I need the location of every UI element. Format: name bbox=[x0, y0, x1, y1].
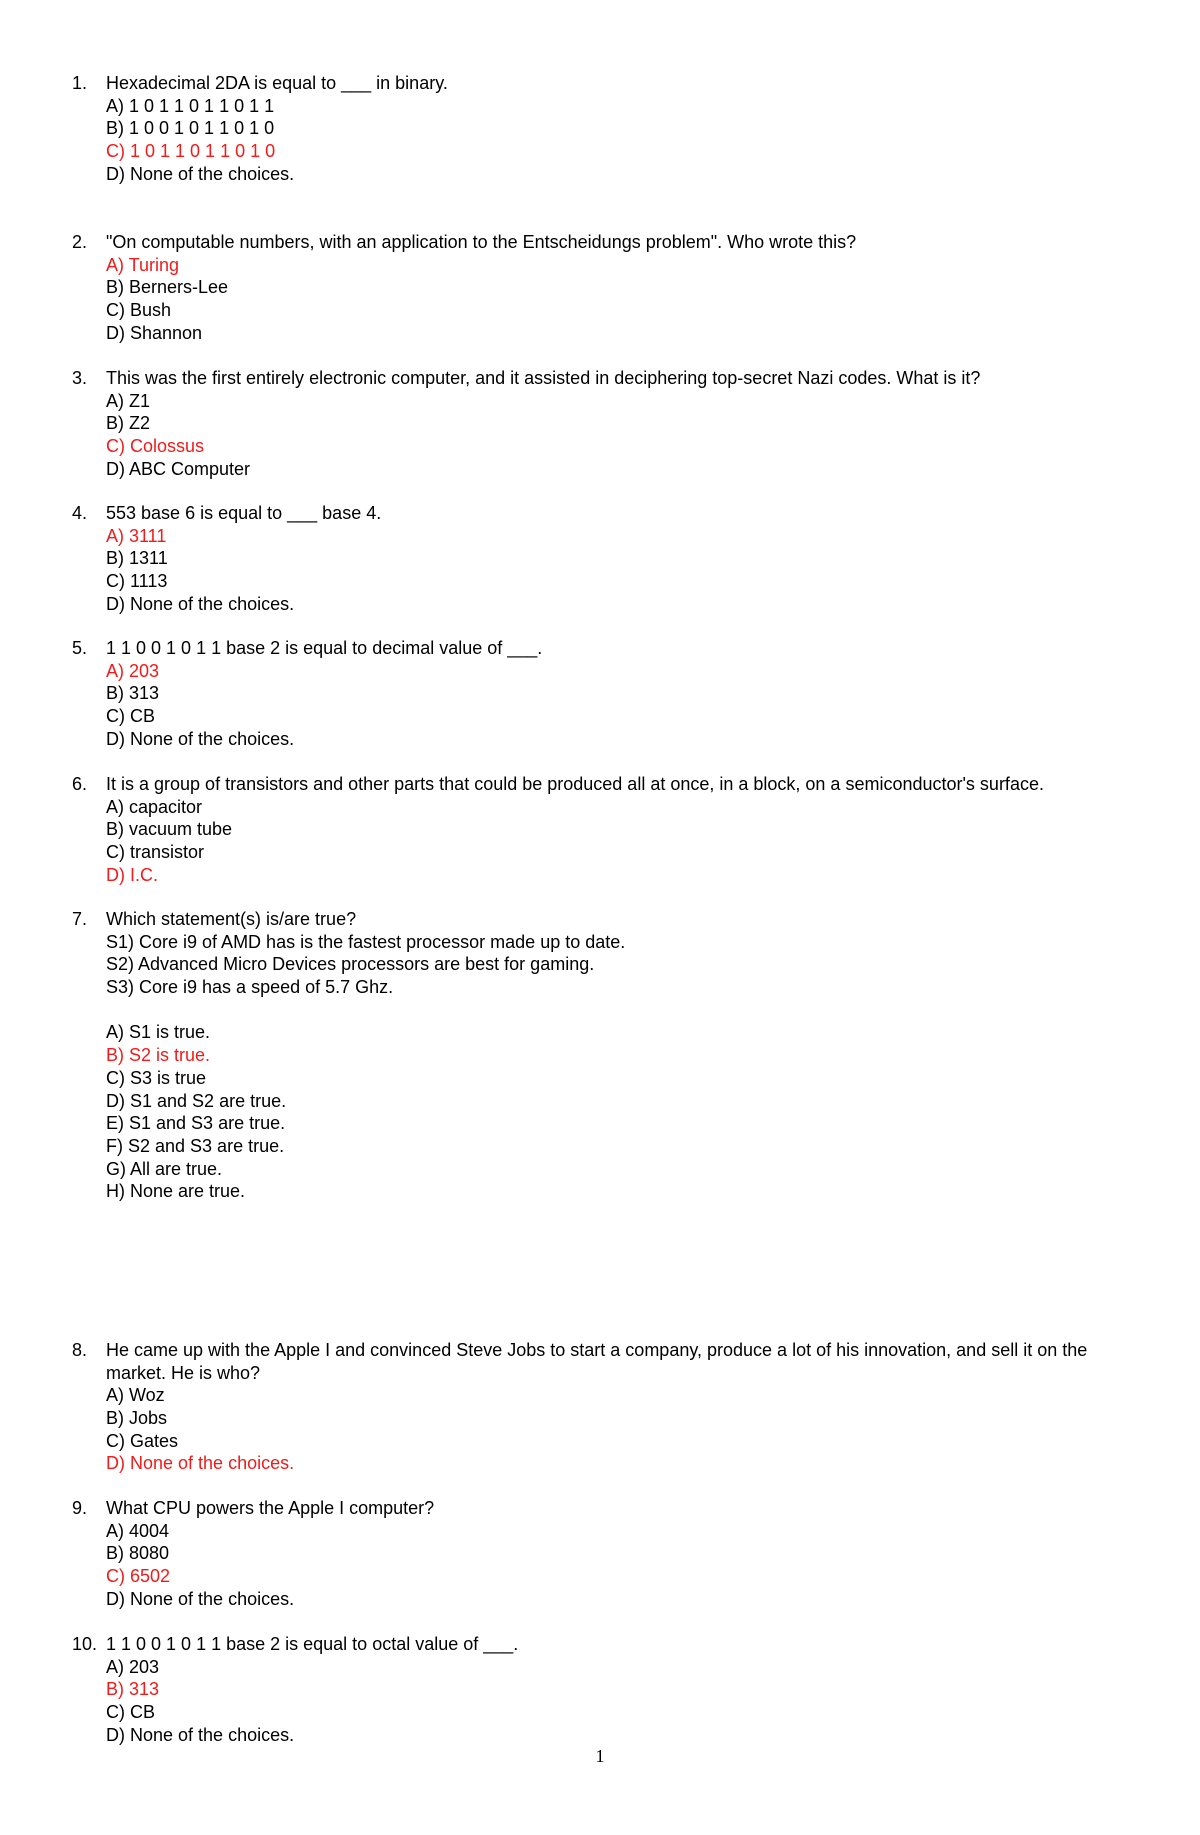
option-d: D) None of the choices. bbox=[106, 593, 295, 614]
question-number: 8. bbox=[72, 1340, 88, 1360]
option-c: C) transistor bbox=[106, 842, 205, 863]
question-stem bbox=[72, 72, 1132, 95]
question-text: He came up with the Apple I and convinced Steve Jobs to start a company, produce a lot of his innovation, and sell it on the market. He is who? bbox=[106, 1340, 1088, 1383]
question-5 bbox=[72, 637, 1132, 750]
option-b: B) Z2 bbox=[106, 413, 151, 434]
option-b: B) 8080 bbox=[106, 1543, 170, 1564]
option-b: B) 313 bbox=[106, 683, 160, 704]
question-6 bbox=[72, 773, 1132, 886]
option-g: G) All are true. bbox=[106, 1158, 223, 1179]
option-a: A) 203 bbox=[106, 1656, 160, 1677]
question-number: 6. bbox=[72, 774, 88, 794]
option-h: H) None are true. bbox=[106, 1181, 246, 1202]
option-d-correct-answer: D) None of the choices. bbox=[106, 1453, 295, 1474]
option-b: B) Berners-Lee bbox=[106, 277, 229, 298]
question-text: What CPU powers the Apple I computer? bbox=[106, 1498, 435, 1518]
option-a-correct-answer: A) 203 bbox=[106, 660, 160, 681]
question-3 bbox=[72, 367, 1132, 480]
option-a-correct-answer: A) 3111 bbox=[106, 525, 167, 546]
option-c: C) Gates bbox=[106, 1430, 179, 1451]
page-number: 1 bbox=[595, 1746, 605, 1766]
option-c: C) S3 is true bbox=[106, 1067, 207, 1088]
question-text: 553 base 6 is equal to ___ base 4. bbox=[106, 503, 382, 523]
spacer bbox=[72, 999, 1132, 1022]
question-text: It is a group of transistors and other parts that could be produced all at once, in a block, on a semiconductor's surface. bbox=[106, 774, 1044, 794]
question-stem bbox=[72, 773, 1132, 796]
question-7 bbox=[72, 908, 1132, 1203]
statement-s2: S2) Advanced Micro Devices processors are best for gaming. bbox=[106, 954, 595, 975]
option-b: B) vacuum tube bbox=[106, 819, 233, 840]
question-stem bbox=[72, 1633, 1132, 1656]
question-text: Which statement(s) is/are true? bbox=[106, 909, 357, 929]
statement-s3: S3) Core i9 has a speed of 5.7 Ghz. bbox=[106, 977, 394, 998]
question-text: 1 1 0 0 1 0 1 1 base 2 is equal to decimal value of ___. bbox=[106, 638, 543, 658]
option-f: F) S2 and S3 are true. bbox=[106, 1135, 285, 1156]
question-number: 1. bbox=[72, 73, 88, 93]
question-number: 7. bbox=[72, 909, 88, 929]
statement-s1: S1) Core i9 of AMD has is the fastest processor made up to date. bbox=[106, 931, 626, 952]
question-stem bbox=[72, 637, 1132, 660]
option-a: A) S1 is true. bbox=[106, 1022, 211, 1043]
option-c: C) CB bbox=[106, 706, 155, 727]
option-a: A) capacitor bbox=[106, 796, 203, 817]
option-e: E) S1 and S3 are true. bbox=[106, 1113, 286, 1134]
option-d: D) Shannon bbox=[106, 322, 203, 343]
option-c-correct-answer: C) Colossus bbox=[106, 436, 205, 457]
option-d: D) None of the choices. bbox=[106, 728, 295, 749]
question-stem bbox=[72, 1339, 1132, 1384]
question-4 bbox=[72, 502, 1132, 615]
question-text: Hexadecimal 2DA is equal to ___ in binary. bbox=[106, 73, 448, 93]
question-10 bbox=[72, 1633, 1132, 1746]
option-d: D) S1 and S2 are true. bbox=[106, 1090, 287, 1111]
option-a: A) 4004 bbox=[106, 1520, 170, 1541]
option-c: C) CB bbox=[106, 1702, 155, 1723]
question-stem bbox=[72, 502, 1132, 525]
option-a-correct-answer: A) Turing bbox=[106, 254, 180, 275]
question-stem bbox=[72, 231, 1132, 254]
option-d: D) None of the choices. bbox=[106, 1588, 295, 1609]
question-number: 4. bbox=[72, 503, 88, 523]
option-d: D) None of the choices. bbox=[106, 1724, 295, 1745]
option-d: D) None of the choices. bbox=[106, 163, 295, 184]
option-b-correct-answer: B) 313 bbox=[106, 1679, 160, 1700]
question-stem bbox=[72, 367, 1132, 390]
question-stem bbox=[72, 908, 1132, 931]
option-b-correct-answer: B) S2 is true. bbox=[106, 1045, 211, 1066]
option-c-correct-answer: C) 6502 bbox=[106, 1566, 171, 1587]
option-d: D) ABC Computer bbox=[106, 458, 251, 479]
question-text: "On computable numbers, with an application to the Entscheidungs problem". Who wrote this? bbox=[106, 232, 857, 252]
option-a: A) 1 0 1 1 0 1 1 0 1 1 bbox=[106, 95, 275, 116]
question-9 bbox=[72, 1497, 1132, 1610]
option-a: A) Woz bbox=[106, 1385, 165, 1406]
question-number: 5. bbox=[72, 638, 88, 658]
question-number: 10. bbox=[72, 1634, 98, 1654]
option-b: B) 1 0 0 1 0 1 1 0 1 0 bbox=[106, 118, 275, 139]
option-b: B) 1311 bbox=[106, 548, 168, 569]
question-text: 1 1 0 0 1 0 1 1 base 2 is equal to octal value of ___. bbox=[106, 1634, 519, 1654]
question-number: 2. bbox=[72, 232, 88, 252]
option-c-correct-answer: C) 1 0 1 1 0 1 1 0 1 0 bbox=[106, 141, 276, 162]
option-b: B) Jobs bbox=[106, 1408, 168, 1429]
question-number: 9. bbox=[72, 1498, 88, 1518]
option-a: A) Z1 bbox=[106, 390, 151, 411]
option-c: C) Bush bbox=[106, 300, 172, 321]
question-2 bbox=[72, 231, 1132, 344]
question-number: 3. bbox=[72, 368, 88, 388]
question-text: This was the first entirely electronic computer, and it assisted in deciphering top-secret Nazi codes. What is it? bbox=[106, 368, 981, 388]
question-1 bbox=[72, 72, 1132, 185]
option-d-correct-answer: D) I.C. bbox=[106, 864, 158, 885]
question-8 bbox=[72, 1339, 1132, 1475]
option-c: C) 1113 bbox=[106, 571, 168, 592]
question-stem bbox=[72, 1497, 1132, 1520]
